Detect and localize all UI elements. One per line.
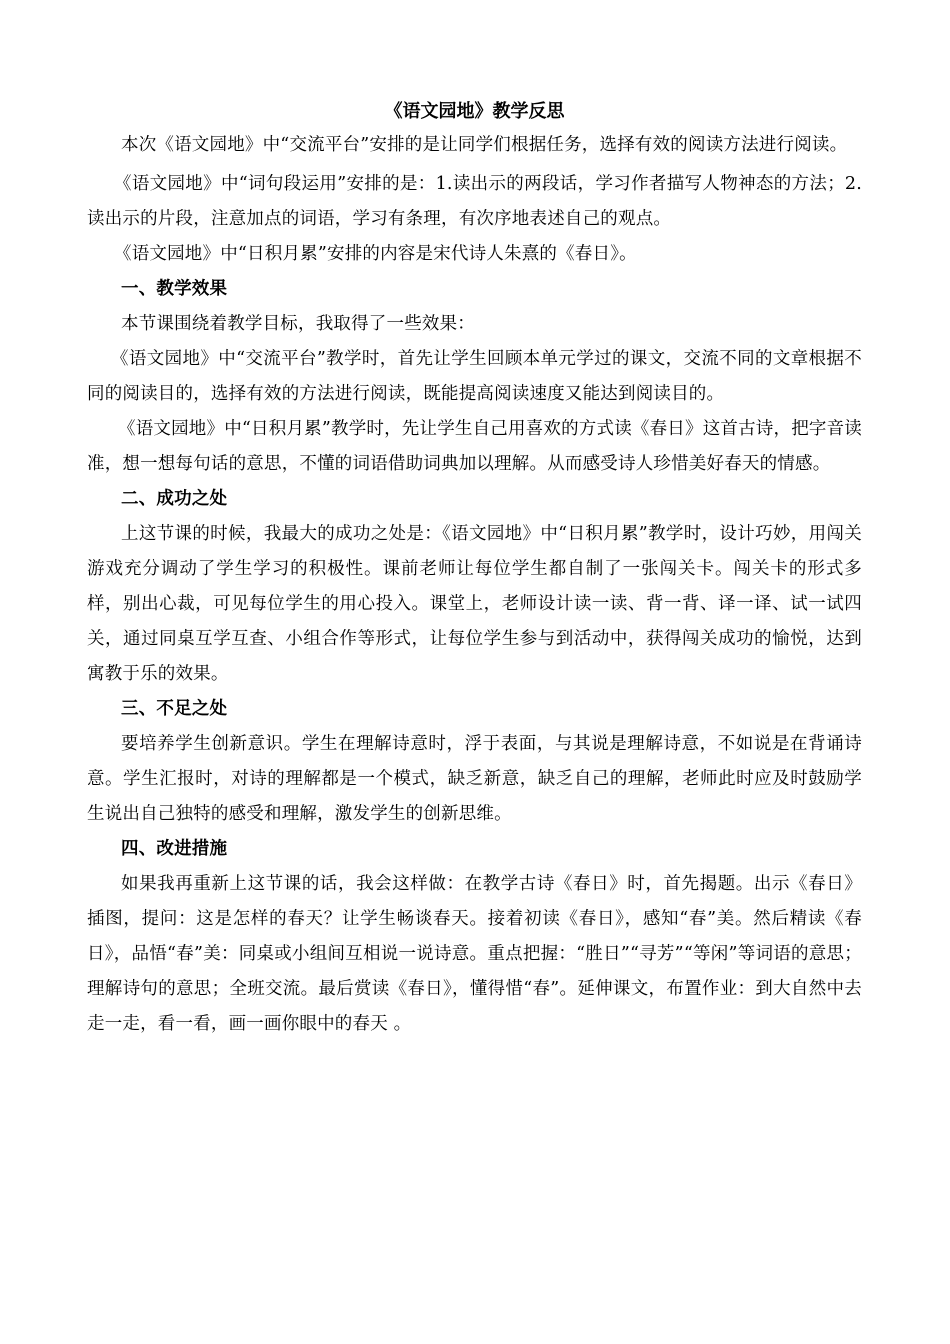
section-heading-shortcomings: 三、不足之处 bbox=[121, 699, 228, 719]
section-paragraph: 上这节课的时候，我最大的成功之处是：《语文园地》中“日积月累”教学时，设计巧妙，用闯关游戏充分调动了学生学习的积极性。课前老师让每位学生都自制了一张闯关卡。闯关卡的形式多样，别出心裁，可见每位学生的用心投入。课堂上，老师设计读一读、背一背、译一译、试一试四关，通过同桌互学互查、小组合作等形式，让每位学生参与到活动中，获得闯关成功的愉悦，达到寓教于乐的效果。 bbox=[87, 524, 862, 684]
section-heading-teaching-effect: 一、教学效果 bbox=[121, 279, 228, 299]
section-paragraph: 要培养学生创新意识。学生在理解诗意时，浮于表面，与其说是理解诗意，不如说是在背诵诗意。学生汇报时，对诗的理解都是一个模式，缺乏新意，缺乏自己的理解，老师此时应及时鼓励学生说出自己独特的感受和理解，激发学生的创新思维。 bbox=[87, 734, 862, 824]
intro-paragraph-exchange-platform: 本次《语文园地》中“交流平台”安排的是让同学们根据任务，选择有效的阅读方法进行阅读。 bbox=[121, 135, 848, 155]
section-heading-improvements: 四、改进措施 bbox=[121, 839, 228, 859]
section-paragraph: 《语文园地》中“交流平台”教学时，首先让学生回顾本单元学过的课文，交流不同的文章根据不同的阅读目的，选择有效的方法进行阅读，既能提高阅读速度又能达到阅读目的。 bbox=[87, 349, 862, 404]
section-paragraph: 《语文园地》中“日积月累”教学时，先让学生自己用喜欢的方式读《春日》这首古诗，把字音读准，想一想每句话的意思，不懂的词语借助词典加以理解。从而感受诗人珍惜美好春天的情感。 bbox=[87, 419, 862, 474]
document-page bbox=[87, 96, 862, 1042]
section-paragraph: 本节课围绕着教学目标，我取得了一些效果： bbox=[121, 314, 475, 334]
section-heading-successes: 二、成功之处 bbox=[121, 489, 228, 509]
intro-paragraph-word-sentence: 《语文园地》中“词句段运用”安排的是：1.读出示的两段话，学习作者描写人物神态的方法；2.读出示的片段，注意加点的词语，学习有条理，有次序地表述自己的观点。 bbox=[87, 174, 862, 229]
section-paragraph: 如果我再重新上这节课的话，我会这样做：在教学古诗《春日》时，首先揭题。出示《春日》插图，提问：这是怎样的春天？让学生畅谈春天。接着初读《春日》，感知“春”美。然后精读《春日》，品悟“春”美：同桌或小组间互相说一说诗意。重点把握：“胜日”“寻芳”“等闲”等词语的意思；理解诗句的意思；全班交流。最后赏读《春日》，懂得惜“春”。延伸课文，布置作业：到大自然中去走一走，看一看，画一画你眼中的春天 。 bbox=[87, 874, 862, 1034]
document-title: 《语文园地》教学反思 bbox=[384, 101, 565, 122]
intro-paragraph-daily-accumulation: 《语文园地》中“日积月累”安排的内容是宋代诗人朱熹的《春日》。 bbox=[114, 244, 637, 264]
